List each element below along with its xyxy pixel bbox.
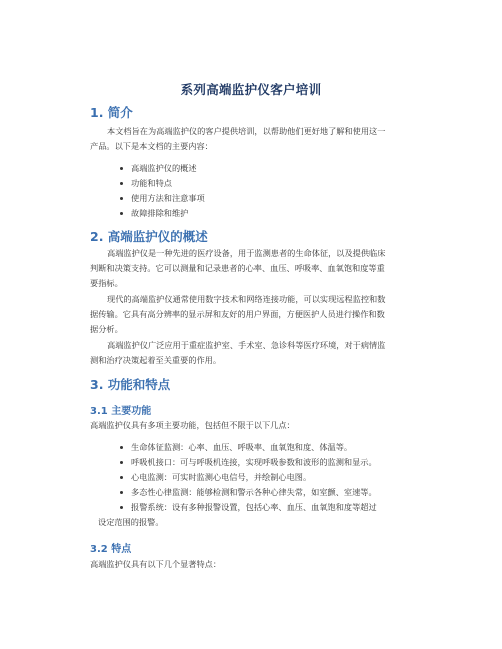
document-title: 系列高端监护仪客户培训 (180, 82, 322, 97)
overview-paragraph-2: 现代的高端监护仪通常使用数字技术和网络连接功能，可以实现远程监控和数 据传输。它具有高分辨率的显示屏和友好的用户界面，方便医护人员进行操作和数 据分析。 (90, 294, 386, 334)
section-heading-features: 3. 功能和特点 (90, 377, 171, 392)
bullet-icon (120, 476, 123, 479)
section-heading-overview: 2. 高端监护仪的概述 (90, 229, 208, 244)
list-item: 生命体征监测：心率、血压、呼吸率、血氧饱和度、体温等。 (120, 440, 377, 455)
intro-paragraph-line-1: 本文档旨在为高端监护仪的客户提供培训，以帮助他们更好地了解和使用这一 (107, 126, 386, 136)
characteristics-intro: 高端监护仪具有以下几个显著特点： (90, 559, 222, 569)
list-item: 故障排除和维护 (120, 206, 205, 221)
list-item: 使用方法和注意事项 (120, 191, 205, 206)
overview-paragraph-1: 高端监护仪是一种先进的医疗设备，用于监测患者的生命体征，以及提供临床 判断和决策支持。它可以测量和记录患者的心率、血压、呼吸率、血氧饱和度等重 要指标。 (90, 248, 386, 288)
bullet-icon (120, 167, 123, 170)
main-functions-list (120, 440, 377, 500)
subsection-heading-main-functions: 3.1 主要功能 (90, 406, 152, 417)
intro-paragraph (90, 124, 413, 154)
main-functions-intro: 高端监护仪具有多项主要功能，包括但不限于以下几点： (90, 420, 295, 430)
list-item-alarm-system: 报警系统：设有多种报警设置，包括心率、血压、血氧饱和度等超过 设定范围的报警。 (98, 502, 377, 527)
overview-paragraph-3: 高端监护仪广泛应用于重症监护室、手术室、急诊科等医疗环境，对于病情监 测和治疗决策起着至关重要的作用。 (90, 340, 386, 365)
bullet-icon (120, 461, 123, 464)
bullet-icon (120, 446, 123, 449)
list-item: 呼吸机接口：可与呼吸机连接，实现呼吸参数和波形的监测和显示。 (120, 455, 377, 470)
intro-list (120, 161, 205, 221)
bullet-icon (120, 212, 123, 215)
bullet-icon (120, 506, 123, 509)
bullet-icon (120, 197, 123, 200)
intro-paragraph-line-2: 产品。以下是本文档的主要内容： (90, 141, 213, 151)
list-item: 多态性心律监测：能够检测和警示各种心律失常，如室颤、室速等。 (120, 485, 377, 500)
section-heading-intro: 1. 简介 (90, 105, 133, 120)
list-item: 功能和特点 (120, 176, 205, 191)
bullet-icon (120, 182, 123, 185)
list-item: 心电监测：可实时监测心电信号，并绘制心电图。 (120, 470, 377, 485)
list-item: 高端监护仪的概述 (120, 161, 205, 176)
bullet-icon (120, 491, 123, 494)
subsection-heading-characteristics: 3.2 特点 (90, 544, 132, 555)
